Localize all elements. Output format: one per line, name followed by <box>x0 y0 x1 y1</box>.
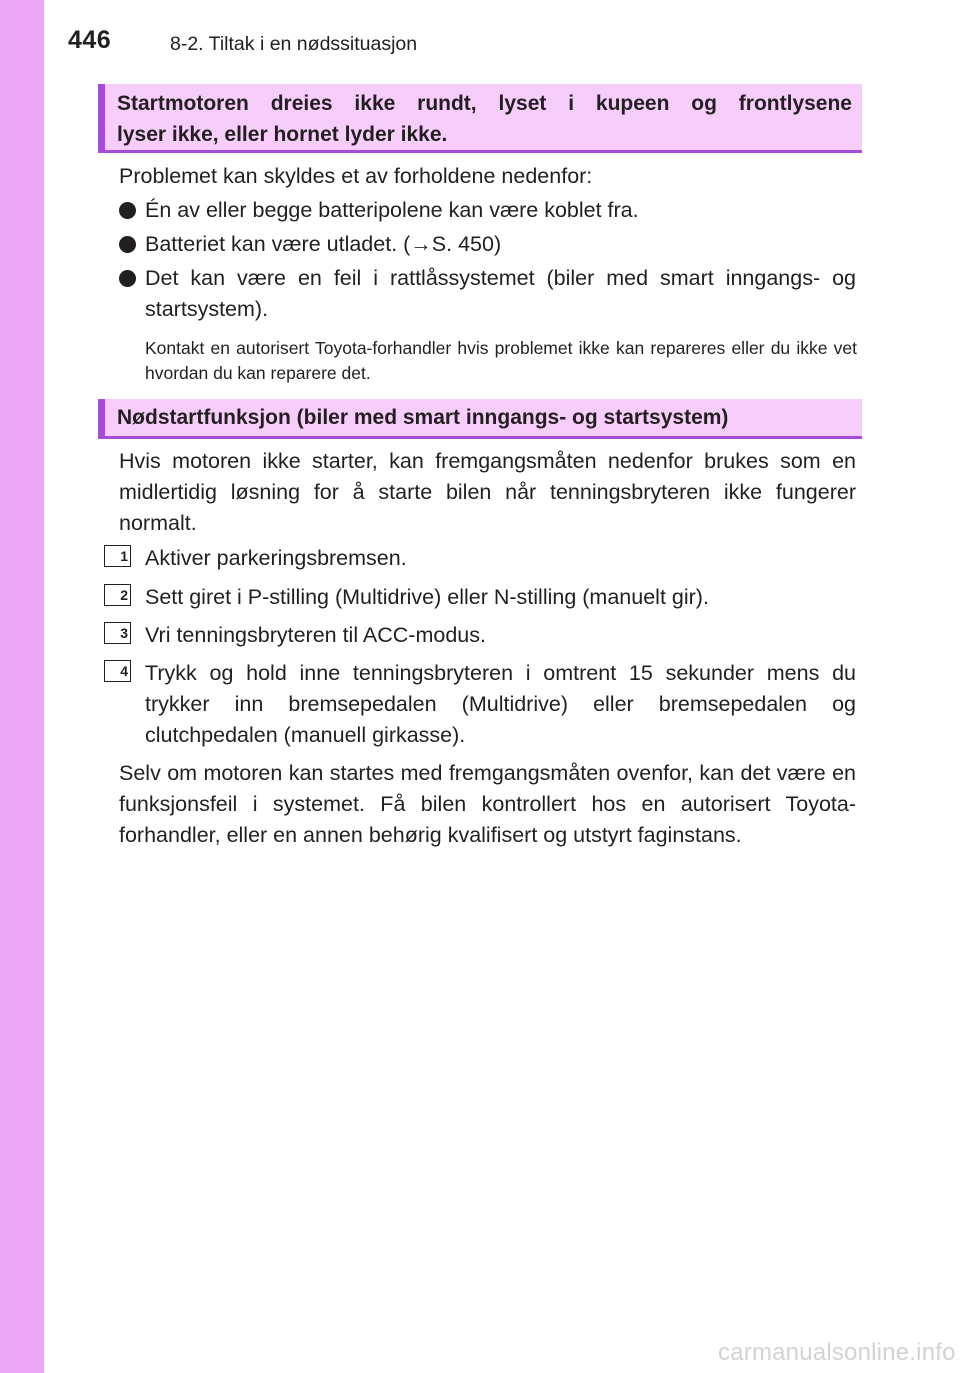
section-path: 8-2. Tiltak i en nødssituasjon <box>170 33 418 55</box>
bullet-text: Det kan være en feil i rattlåssystemet (biler med smart inngangs- og startsystem). <box>145 266 856 321</box>
section2-intro: Hvis motoren ikke starter, kan fremgangsmåten nedenfor brukes som en midlertidig løsning for å starte bilen når tenningsbryteren ikke fungerer normalt. <box>119 449 856 535</box>
step-number-badge: 2 <box>104 584 131 606</box>
step-text: Trykk og hold inne tenningsbryteren i omtrent 15 sekunder mens du trykker inn bremsepedalen (Multidrive) eller bremsepedalen og clutchpedalen (manuell girkasse). <box>145 661 856 747</box>
bullet-text: Batteriet kan være utladet. (→S. 450) <box>145 232 502 256</box>
step-text: Sett giret i P-stilling (Multidrive) eller N-stilling (manuelt gir). <box>145 585 709 609</box>
list-item <box>119 229 856 260</box>
bullet-text: Én av eller begge batteripolene kan være koblet fra. <box>145 198 639 222</box>
step-text: Aktiver parkeringsbremsen. <box>145 546 407 570</box>
bullet-icon <box>119 202 136 219</box>
list-item <box>119 263 856 325</box>
step-text: Vri tenningsbryteren til ACC-modus. <box>145 623 486 647</box>
page-number: 446 <box>68 26 112 54</box>
heading-line-1: Startmotoren dreies ikke rundt, lyset i kupeen og frontlysene <box>117 92 852 115</box>
section2-closing: Selv om motoren kan startes med fremgangsmåten ovenfor, kan det være en funksjonsfeil i systemet. Få bilen kontrollert hos en autorisert Toyota-forhandler, eller en annen behørig kvalifisert og utstyrt faginstans. <box>119 761 856 847</box>
section-heading-no-start <box>98 84 862 153</box>
bullet-icon <box>119 270 136 287</box>
heading-line-2: lyser ikke, eller hornet lyder ikke. <box>117 123 448 146</box>
step-number-badge: 3 <box>104 622 131 644</box>
list-item <box>119 195 856 226</box>
step-number-badge: 4 <box>104 660 131 682</box>
step-number-badge: 1 <box>104 545 131 567</box>
bullet-icon <box>119 236 136 253</box>
side-strip <box>0 0 44 1373</box>
section-heading-emergency-start: Nødstartfunksjon (biler med smart inngangs- og startsystem) <box>98 399 862 439</box>
dealer-note: Kontakt en autorisert Toyota-forhandler hvis problemet ikke kan repareres eller du ikke vet hvordan du kan reparere det. <box>145 338 857 383</box>
section1-intro: Problemet kan skyldes et av forholdene nedenfor: <box>119 164 593 188</box>
watermark: carmanualsonline.info <box>718 1339 956 1366</box>
